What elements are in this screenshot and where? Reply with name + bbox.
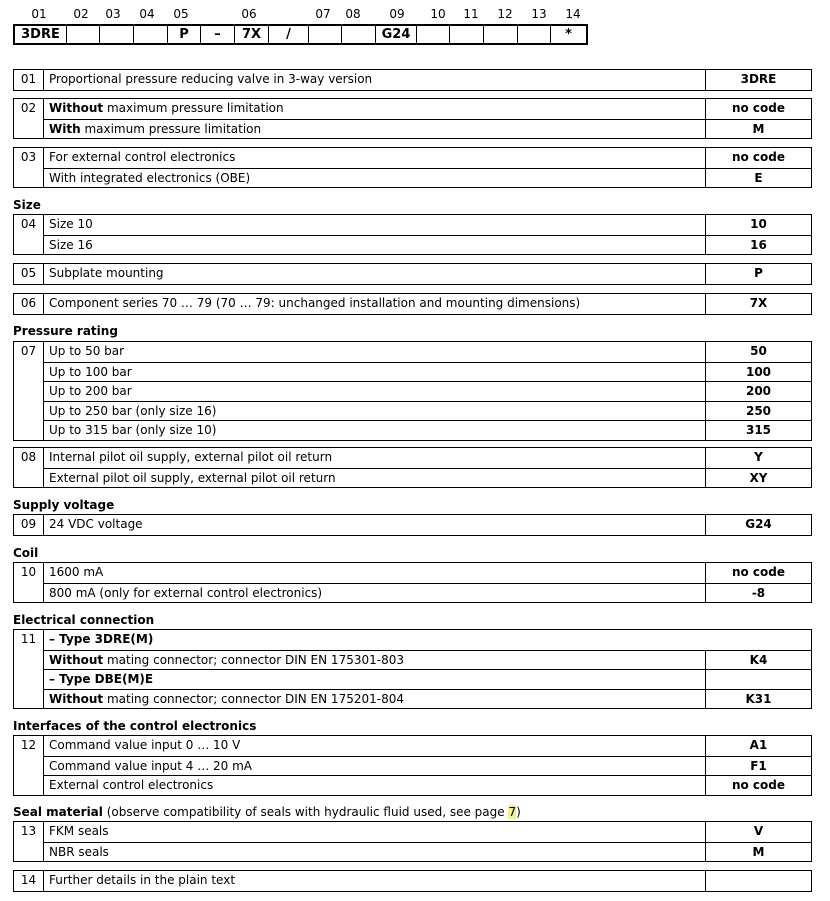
row-description: External pilot oil supply, external pilot oil return (44, 468, 705, 488)
row-code: F1 (705, 756, 811, 776)
row-description: Without mating connector; connector DIN EN 175201-804 (44, 689, 705, 709)
row-description: FKM seals (49, 824, 109, 838)
pos-num: 02 (73, 7, 89, 21)
ordering-code (13, 7, 593, 42)
row-description: Up to 200 bar (44, 381, 705, 401)
row-description: NBR seals (44, 842, 705, 862)
table-row (14, 842, 811, 862)
row-code: K4 (705, 650, 811, 670)
row-description: 1600 mA (49, 565, 104, 579)
code-box: 7X (235, 26, 269, 43)
row-number (14, 468, 44, 488)
row-number (14, 689, 44, 709)
code-box: / (269, 26, 309, 43)
row-description: 800 mA (only for external control electronics) (44, 583, 705, 603)
position-numbers (13, 7, 593, 24)
row-code: G24 (705, 515, 811, 535)
table-row (14, 630, 811, 650)
code-box (309, 26, 342, 43)
table-row (14, 264, 811, 284)
pos-num: 12 (497, 7, 513, 21)
table-03 (13, 147, 812, 188)
code-box (518, 26, 551, 43)
row-code: 7X (705, 294, 811, 314)
row-description: For external control electronics (49, 150, 236, 164)
row-code: 250 (705, 401, 811, 421)
row-number (14, 650, 44, 670)
row-code: 16 (705, 235, 811, 255)
table-row (14, 215, 811, 235)
pos-num: 10 (430, 7, 446, 21)
table-12 (13, 735, 812, 796)
table-row (14, 420, 811, 440)
code-box (342, 26, 376, 43)
code-box: * (565, 27, 572, 42)
row-number: 09 (14, 515, 44, 535)
row-number: 08 (14, 448, 44, 468)
row-number: 05 (14, 264, 44, 284)
row-number: 02 (14, 99, 44, 119)
table-row (14, 235, 811, 255)
row-number: 13 (14, 822, 44, 842)
row-number (14, 842, 44, 862)
row-description: Proportional pressure reducing valve in 3-way version (49, 72, 373, 86)
row-code: P (705, 264, 811, 284)
row-number: 10 (14, 563, 44, 583)
row-number: 11 (14, 630, 44, 650)
table-07 (13, 341, 812, 441)
row-description: – Type DBE(M)E (44, 669, 705, 689)
code-box: G24 (376, 26, 417, 43)
row-number (14, 235, 44, 255)
row-code: no code (705, 99, 811, 119)
row-code: 315 (705, 420, 811, 440)
row-description: Component series 70 … 79 (70 … 79: unchanged installation and mounting dimensions) (49, 296, 581, 310)
table-row (14, 70, 811, 90)
row-description: Further details in the plain text (49, 873, 236, 887)
row-number: 03 (14, 148, 44, 168)
code-box (134, 26, 168, 43)
row-code: no code (705, 563, 811, 583)
code-box: 3DRE (15, 26, 67, 43)
table-row (14, 448, 811, 468)
code-box (450, 26, 484, 43)
section-title-seal-material: Seal material (observe compatibility of seals with hydraulic fluid used, see page 7) (13, 805, 521, 819)
row-description: Up to 250 bar (only size 16) (44, 401, 705, 421)
row-number (14, 756, 44, 776)
table-04 (13, 214, 812, 255)
table-row (14, 362, 811, 382)
row-code: Y (705, 448, 811, 468)
row-code: 10 (705, 215, 811, 235)
row-number (14, 775, 44, 795)
pos-num: 08 (345, 7, 361, 21)
row-number (14, 669, 44, 689)
row-description: Up to 50 bar (49, 344, 125, 358)
row-description: Without maximum pressure limitation (49, 101, 284, 115)
row-number (14, 583, 44, 603)
table-row (14, 342, 811, 362)
section-title-coil: Coil (13, 546, 39, 560)
pos-num: 07 (315, 7, 331, 21)
row-description: Up to 315 bar (only size 10) (44, 420, 705, 440)
row-number (14, 119, 44, 139)
row-code (705, 871, 811, 891)
pos-num: 05 (173, 7, 189, 21)
table-05 (13, 263, 812, 285)
pos-num: 01 (31, 7, 47, 21)
row-number: 14 (14, 871, 44, 891)
row-number: 01 (14, 70, 44, 90)
row-description: Command value input 0 … 10 V (49, 738, 241, 752)
row-code: 200 (705, 381, 811, 401)
row-code: E (705, 168, 811, 188)
row-code: M (705, 119, 811, 139)
row-description: External control electronics (44, 775, 705, 795)
row-number (14, 420, 44, 440)
section-title-interfaces: Interfaces of the control electronics (13, 719, 257, 733)
table-10 (13, 562, 812, 603)
row-number: 04 (14, 215, 44, 235)
table-row (14, 736, 811, 756)
table-row (14, 775, 811, 795)
code-box (67, 26, 100, 43)
row-code: 3DRE (705, 70, 811, 90)
table-09 (13, 514, 812, 536)
row-description: Without mating connector; connector DIN EN 175301-803 (44, 650, 705, 670)
table-06 (13, 293, 812, 315)
code-box: – (201, 26, 235, 43)
row-code: K31 (705, 689, 811, 709)
page-link[interactable]: 7 (508, 805, 517, 819)
row-description: 24 VDC voltage (49, 517, 143, 531)
row-code: -8 (705, 583, 811, 603)
table-row (14, 148, 811, 168)
row-number (14, 401, 44, 421)
table-row (14, 822, 811, 842)
row-code: no code (705, 775, 811, 795)
table-02 (13, 98, 812, 139)
row-code: 50 (705, 342, 811, 362)
pos-num: 06 (241, 7, 257, 21)
pos-num: 03 (105, 7, 121, 21)
table-row (14, 689, 811, 709)
table-01 (13, 69, 812, 91)
table-row (14, 650, 811, 670)
code-boxes (13, 24, 588, 45)
pos-num: 14 (565, 7, 581, 21)
table-08 (13, 447, 812, 488)
table-14 (13, 870, 812, 892)
row-number: 07 (14, 342, 44, 362)
table-row (14, 294, 811, 314)
section-title-pressure-rating: Pressure rating (13, 324, 118, 338)
table-11 (13, 629, 812, 709)
code-box (484, 26, 518, 43)
row-description: Up to 100 bar (44, 362, 705, 382)
pos-num: 13 (531, 7, 547, 21)
table-row (14, 669, 811, 689)
section-title-size: Size (13, 198, 41, 212)
row-code (705, 669, 811, 689)
row-code: no code (705, 148, 811, 168)
row-code: 100 (705, 362, 811, 382)
table-13 (13, 821, 812, 862)
section-title-supply-voltage: Supply voltage (13, 498, 115, 512)
row-description: Size 10 (49, 217, 93, 231)
row-description: – Type 3DRE(M) (49, 632, 154, 646)
row-description: Command value input 4 … 20 mA (44, 756, 705, 776)
row-code: A1 (705, 736, 811, 756)
row-description: With integrated electronics (OBE) (44, 168, 705, 188)
table-row (14, 583, 811, 603)
code-box: P (168, 26, 201, 43)
table-row (14, 401, 811, 421)
pos-num: 11 (463, 7, 479, 21)
row-code: V (705, 822, 811, 842)
row-code: XY (705, 468, 811, 488)
table-row (14, 99, 811, 119)
row-number (14, 168, 44, 188)
table-row (14, 168, 811, 188)
pos-num: 04 (139, 7, 155, 21)
row-description: Internal pilot oil supply, external pilot oil return (49, 450, 333, 464)
row-description: With maximum pressure limitation (44, 119, 705, 139)
code-box (417, 26, 450, 43)
table-row (14, 756, 811, 776)
row-number (14, 381, 44, 401)
table-row (14, 871, 811, 891)
table-row (14, 515, 811, 535)
table-row (14, 381, 811, 401)
row-number (14, 362, 44, 382)
row-description: Size 16 (44, 235, 705, 255)
row-code: M (705, 842, 811, 862)
table-row (14, 468, 811, 488)
section-title-electrical-connection: Electrical connection (13, 613, 155, 627)
table-row (14, 119, 811, 139)
row-description: Subplate mounting (49, 266, 164, 280)
row-number: 06 (14, 294, 44, 314)
pos-num: 09 (389, 7, 405, 21)
table-row (14, 563, 811, 583)
code-box (100, 26, 134, 43)
row-number: 12 (14, 736, 44, 756)
